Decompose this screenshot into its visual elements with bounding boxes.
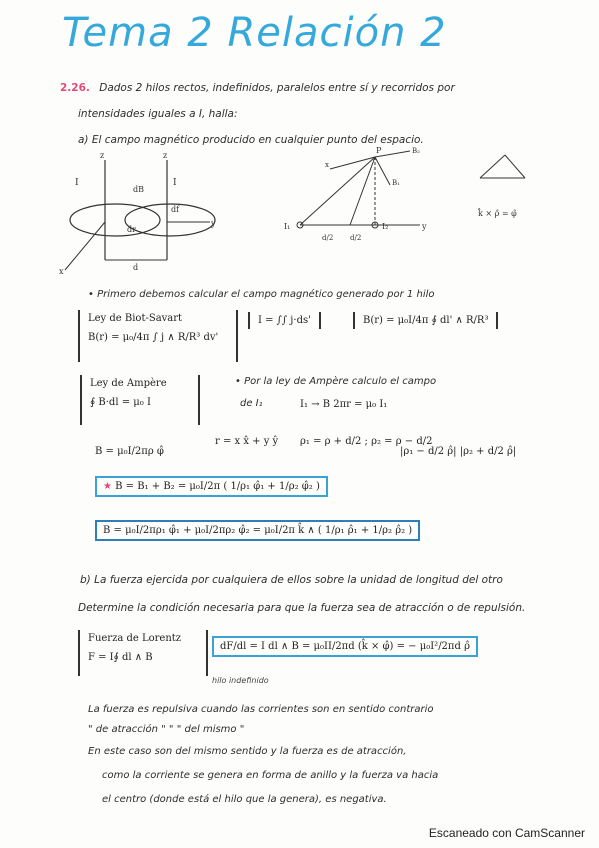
lorentz-block	[78, 630, 208, 676]
sum-star-icon: ★	[103, 481, 112, 492]
svg-text:x: x	[59, 267, 64, 276]
case-line-3: el centro (donde está el hilo que la genera), es negativa.	[102, 794, 387, 805]
position-vector: r = x x̂ + y ŷ	[215, 436, 279, 447]
rho-equations: ρ₁ = ρ + d/2 ; ρ₂ = ρ − d/2	[300, 436, 433, 447]
svg-text:x: x	[325, 161, 329, 169]
svg-text:z: z	[163, 151, 168, 160]
problem-statement-line-2: intensidades iguales a I, halla:	[78, 108, 238, 120]
lorentz-title: Fuerza de Lorentz	[88, 633, 182, 644]
current-equation: I = ∫∫ j·ds'	[248, 312, 321, 329]
unit-vectors-diagram	[470, 150, 540, 225]
svg-text:d/2: d/2	[350, 234, 362, 242]
first-step-note: • Primero debemos calcular el campo magnético generado por 1 hilo	[88, 289, 435, 300]
biot-savart-line-equation: B(r) = μ₀I/4π ∮ dl' ∧ R/R³	[353, 312, 498, 329]
svg-text:dr: dr	[127, 225, 136, 234]
single-wire-field: B = μ₀I/2πρ φ̂	[95, 446, 164, 457]
final-field-box: B = μ₀I/2πρ₁ φ̂₁ + μ₀I/2πρ₂ φ̂₂ = μ₀I/2π k̂ ∧ ( 1/ρ₁ ρ̂₁ + 1/ρ₂ ρ̂₂ )	[95, 520, 420, 541]
problem-number: 2.26.	[60, 82, 90, 94]
ampere-note-line-1: • Por la ley de Ampère calculo el campo	[235, 376, 437, 387]
ampere-note-line-2: de I₁	[240, 398, 263, 409]
total-field-equation: B = B₁ + B₂ = μ₀I/2π ( 1/ρ₁ φ̂₁ + 1/ρ₂ φ̂₂ )	[115, 481, 320, 492]
part-b-line-1	[80, 574, 503, 586]
repulsive-line-2: " de atracción " " " del mismo "	[88, 724, 245, 735]
part-b-line-2: Determine la condición necesaria para que la fuerza sea de atracción o de repulsión.	[78, 602, 526, 614]
svg-text:P: P	[376, 146, 382, 155]
svg-text:B₂: B₂	[412, 147, 420, 155]
ampere-title: Ley de Ampère	[90, 378, 167, 389]
force-per-length-box: dF/dl = I dl ∧ B = μ₀II/2πd (k̂ × φ̂) = − μ₀I²/2πd ρ̂	[212, 636, 478, 657]
biot-savart-equation: B(r) = μ₀/4π ∫ j ∧ R/R³ dv'	[88, 332, 219, 343]
svg-text:I₁: I₁	[284, 222, 291, 231]
page-title: Tema 2 Relación 2	[62, 10, 447, 56]
svg-text:I: I	[75, 178, 79, 188]
two-wires-3d-diagram	[55, 150, 225, 280]
ampere-calculation: I₁ → B 2πr = μ₀ I₁	[300, 399, 388, 410]
field-point-diagram	[270, 145, 440, 255]
svg-text:dB: dB	[133, 185, 144, 194]
svg-text:I: I	[173, 178, 177, 188]
wire-label: hilo indefinido	[212, 676, 269, 685]
part-a-statement: a) El campo magnético producido en cualquier punto del espacio.	[78, 134, 424, 146]
ampere-equation: ∮ B·dl = μ₀ I	[90, 397, 151, 408]
svg-text:k̂ × ρ̂ = φ̂: k̂ × ρ̂ = φ̂	[478, 209, 517, 218]
total-field-sum	[95, 476, 328, 497]
svg-text:d: d	[133, 263, 139, 272]
biot-savart-title: Ley de Biot-Savart	[88, 313, 183, 324]
svg-text:y: y	[211, 219, 216, 228]
ampere-block	[80, 375, 200, 425]
repulsive-line-1: La fuerza es repulsiva cuando las corrientes son en sentido contrario	[88, 704, 434, 715]
rho-abs-equations: |ρ₁ − d/2 ρ̂| |ρ₂ + d/2 ρ̂|	[400, 446, 517, 457]
svg-text:d/2: d/2	[322, 234, 334, 242]
camscanner-footer: Escaneado con CamScanner	[428, 826, 585, 840]
case-line-1: En este caso son del mismo sentido y la fuerza es de atracción,	[88, 746, 407, 757]
svg-text:y: y	[422, 222, 427, 231]
statement-text-1: Dados 2 hilos rectos, indefinidos, paralelos entre sí y recorridos por	[99, 82, 455, 94]
svg-text:B₁: B₁	[392, 179, 400, 187]
lorentz-equation: F = I∮ dl ∧ B	[88, 652, 153, 663]
case-line-2: como la corriente se genera en forma de anillo y la fuerza va hacia	[102, 770, 439, 781]
biot-savart-block	[78, 310, 238, 362]
svg-text:I₂: I₂	[382, 222, 389, 231]
svg-text:df: df	[171, 205, 180, 214]
problem-statement-line-1	[60, 82, 455, 94]
svg-text:z: z	[100, 151, 105, 160]
part-b-text-1: b) La fuerza ejercida por cualquiera de ellos sobre la unidad de longitud del otro	[80, 574, 503, 586]
